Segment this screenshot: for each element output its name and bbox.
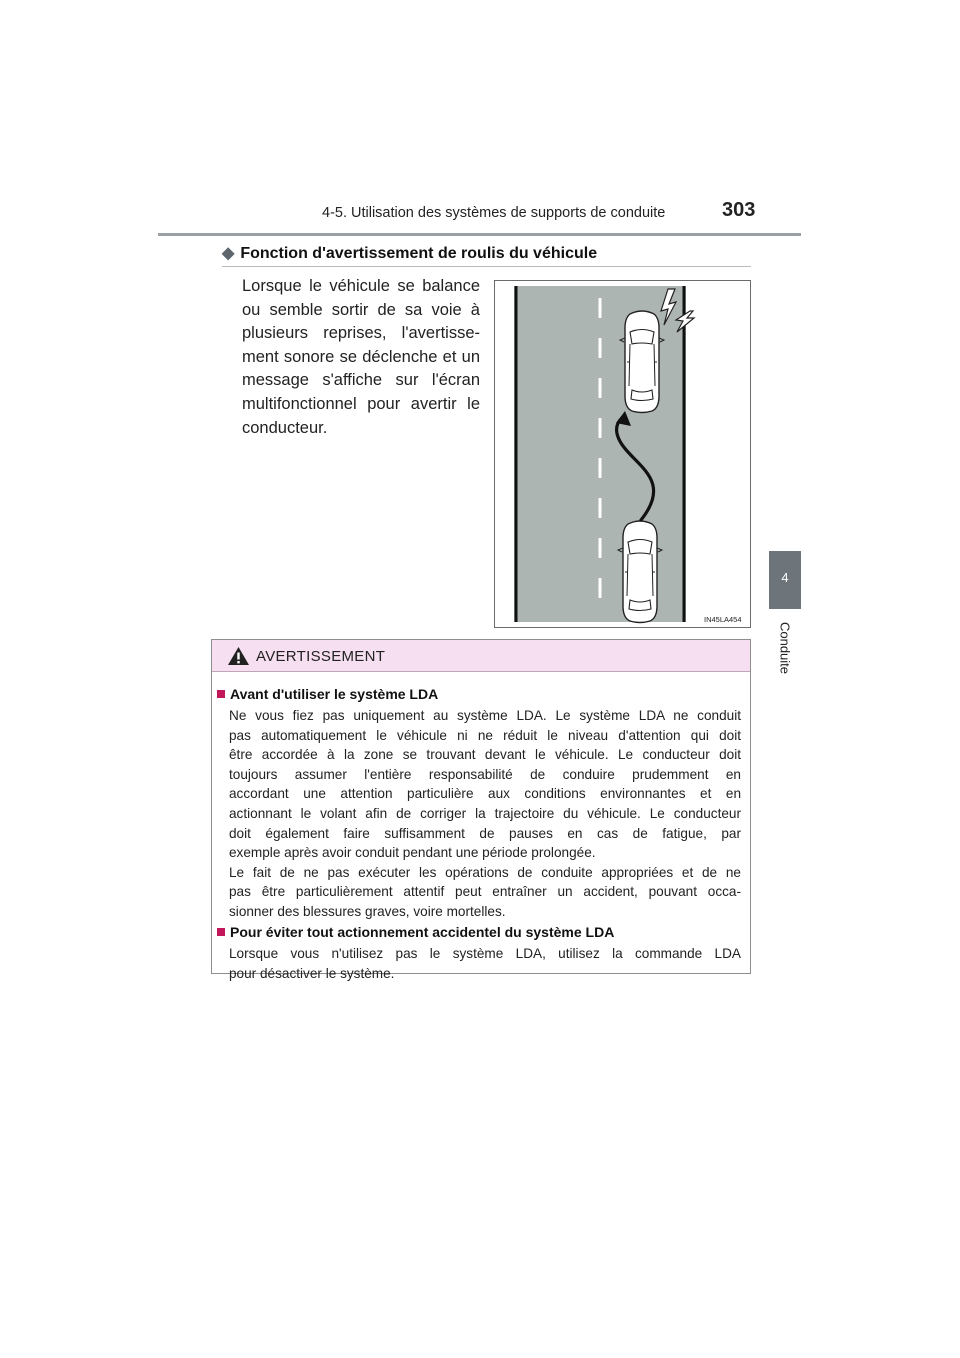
warning-line: actionnant le volant afin de corriger la trajectoire du véhicule. Le conducteur	[229, 805, 741, 821]
section-heading	[222, 243, 597, 263]
warning-item-heading	[217, 686, 438, 702]
section-heading-text: Fonction d'avertissement de roulis du véhicule	[240, 245, 598, 262]
car-drifting	[620, 311, 664, 413]
warning-line: Lorsque vous n'utilisez pas le système LDA, utilisez la commande LDA	[229, 946, 741, 961]
bullet-square-icon	[217, 690, 225, 698]
warning-line: exemple après avoir conduit pendant une période prolongée.	[229, 845, 596, 861]
warning-line: doit également faire suffisamment de pauses en cas de fatigue, par	[229, 825, 741, 841]
chapter-tab-number: 4	[781, 570, 789, 585]
warning-triangle-icon	[227, 646, 250, 666]
warning-line: toujours assumer l'entière responsabilité de conduire prudemment en	[229, 766, 741, 782]
diamond-icon: ◆	[222, 245, 235, 262]
warning-line: être accordée à la zone se trouvant devant le véhicule. Le conducteur doit	[229, 747, 741, 763]
chapter-title: 4-5. Utilisation des systèmes de supports de conduite	[322, 205, 666, 221]
road-surface	[514, 286, 686, 622]
page-number: 303	[722, 199, 756, 221]
section-rule	[222, 266, 751, 267]
warning-line: accordant une attention particulière aux conditions environnantes et en	[229, 786, 741, 802]
warning-title: AVERTISSEMENT	[256, 648, 386, 665]
header-rule	[158, 233, 801, 236]
figure-code: IN45LA454	[704, 615, 742, 624]
warning-item-body	[229, 706, 741, 922]
warning-item-heading-text: Pour éviter tout actionnement accidentel du système LDA	[230, 924, 615, 940]
lane-departure-illustration	[494, 280, 751, 628]
warning-line: pas être particulièrement attentif peut entraîner un accident, pouvant occa-	[229, 884, 741, 900]
warning-line: pour désactiver le système.	[229, 965, 395, 981]
warning-line: Le fait de ne pas exécuter les opérations de conduite appropriées et de ne	[229, 864, 741, 880]
bullet-square-icon	[217, 928, 225, 936]
warning-line: Ne vous fiez pas uniquement au système LDA. Le système LDA ne conduit	[229, 708, 741, 723]
chapter-tab	[769, 551, 801, 609]
warning-line: pas automatiquement le véhicule ni ne réduit le niveau d'attention qui doit	[229, 727, 741, 743]
section-body: Lorsque le véhicule se balance ou semble sortir de sa voie à plusieurs reprises, l'avertisse-ment sonore se déclenche et un message s'affiche sur l'écran multifonctionnel pour avertir le conducteur.	[242, 277, 480, 437]
warning-header	[212, 640, 750, 672]
car-initial	[618, 521, 662, 623]
warning-line: sionner des blessures graves, voire mortelles.	[229, 903, 506, 919]
warning-box	[211, 639, 751, 981]
warning-item-heading	[217, 924, 614, 940]
warning-item-heading-text: Avant d'utiliser le système LDA	[230, 686, 439, 702]
warning-item-body	[229, 944, 741, 983]
chapter-tab-label: Conduite	[777, 621, 793, 675]
